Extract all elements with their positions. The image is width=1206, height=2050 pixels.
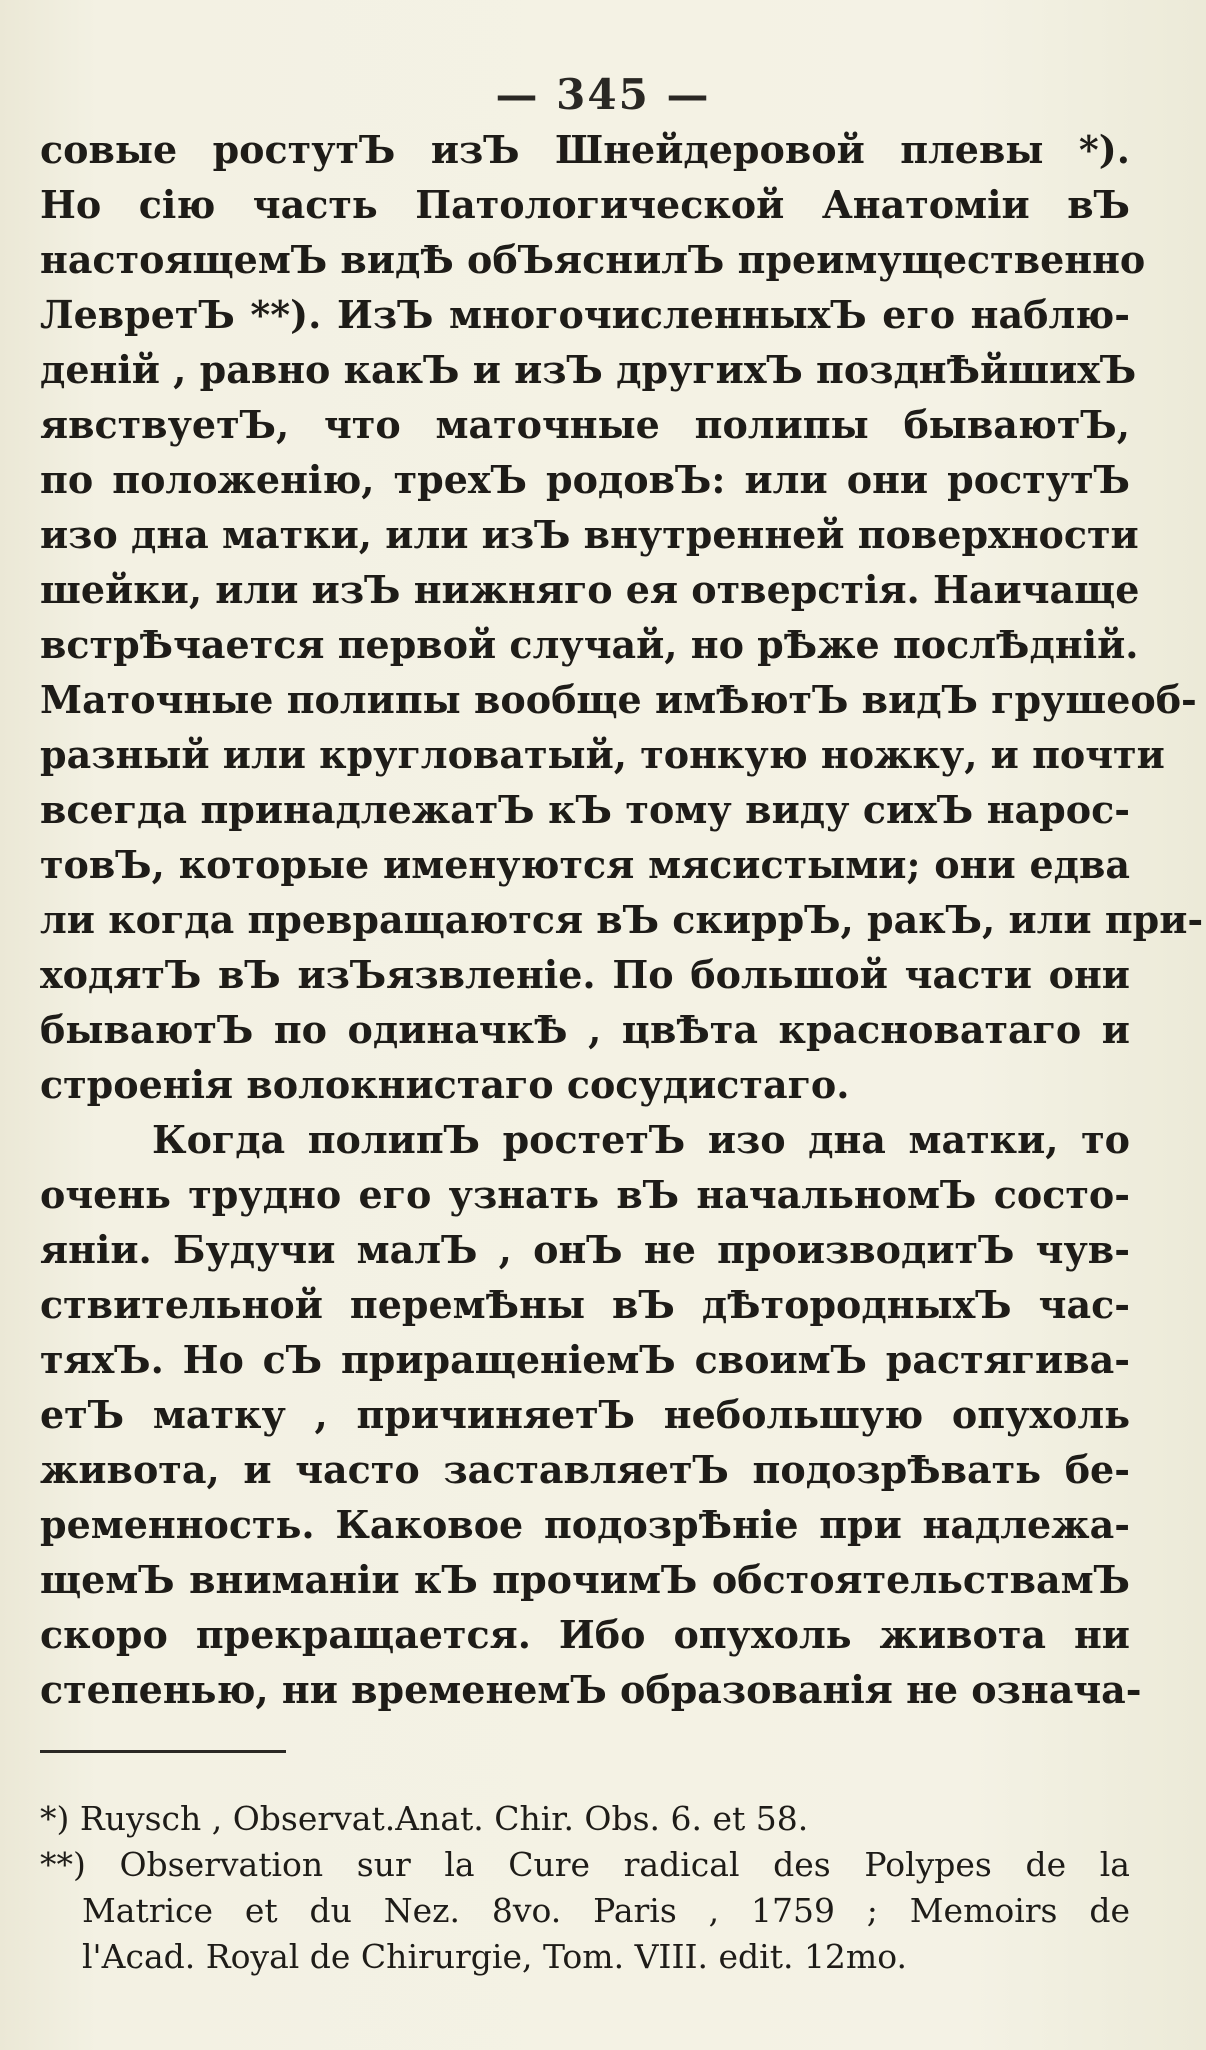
text-line: совые ростутЪ изЪ Шнейдеровой плевы *). — [40, 127, 1130, 172]
text-line: живота, и часто заставляетЪ подозрѢвать бе- — [40, 1447, 1130, 1492]
text-line: разный или кругловатый, тонкую ножку, и почти — [40, 732, 1165, 777]
text-line: Маточные полипы вообще имѢютЪ видЪ грушеоб- — [40, 677, 1197, 722]
text-line: скоро прекращается. Ибо опухоль живота ни — [40, 1612, 1130, 1657]
text-line: бываютЪ по одиначкѢ , цвѢта красноватаго и — [40, 1007, 1130, 1052]
text-line: Но сію часть Патологической Анатоміи вЪ — [40, 182, 1130, 227]
page-number: — 345 — — [495, 70, 711, 119]
text-line: щемЪ вниманіи кЪ прочимЪ обстоятельствамЪ — [40, 1557, 1130, 1602]
footnote-2: **) Observation sur la Cure radical des Polypes de la — [40, 1845, 1130, 1884]
text-line: явствуетЪ, что маточные полипы бываютЪ, — [40, 402, 1130, 447]
paragraph-end-line: строенія волокнистаго сосудистаго. — [40, 1062, 850, 1107]
text-line: тяхЪ. Но сЪ приращеніемЪ своимЪ растягива- — [40, 1337, 1130, 1382]
footnote-divider — [40, 1750, 286, 1753]
paragraph-start-line: Когда полипЪ ростетЪ изо дна матки, то — [152, 1117, 1130, 1162]
footnote-2-continued: l'Acad. Royal de Chirurgie, Tom. VIII. edit. 12mo. — [82, 1937, 907, 1976]
text-line: всегда принадлежатЪ кЪ тому виду сихЪ нарос- — [40, 787, 1130, 832]
text-line: по положенію, трехЪ родовЪ: или они ростутЪ — [40, 457, 1130, 502]
text-line: етЪ матку , причиняетЪ небольшую опухоль — [40, 1392, 1130, 1437]
footnote-2-continued: Matrice et du Nez. 8vo. Paris , 1759 ; Memoirs de — [82, 1891, 1130, 1930]
text-line: ЛевретЪ **). ИзЪ многочисленныхЪ его наблю- — [40, 292, 1130, 337]
text-line: ли когда превращаются вЪ скиррЪ, ракЪ, или при- — [40, 897, 1204, 942]
text-line: ременность. Каковое подозрѢніе при надлежа- — [40, 1502, 1130, 1547]
text-line: ходятЪ вЪ изЪязвленіе. По большой части они — [40, 952, 1130, 997]
text-line: шейки, или изЪ нижняго ея отверстія. Наичаще — [40, 567, 1140, 612]
text-line: ствительной перемѢны вЪ дѢтородныхЪ час- — [40, 1282, 1130, 1327]
text-line: очень трудно его узнать вЪ начальномЪ состо- — [40, 1172, 1130, 1217]
text-line: деній , равно какЪ и изЪ другихЪ позднѢйшихЪ — [40, 347, 1137, 392]
text-line: степенью, ни временемЪ образованія не означа- — [40, 1667, 1142, 1712]
body-text — [40, 122, 1204, 1717]
footnotes — [40, 1796, 1130, 1980]
text-line: встрѢчается первой случай, но рѢже послѢдній. — [40, 622, 1139, 667]
text-line: товЪ, которые именуются мясистыми; они едва — [40, 842, 1130, 887]
text-line: яніи. Будучи малЪ , онЪ не производитЪ чув- — [40, 1227, 1130, 1272]
text-line: настоящемЪ видѢ обЪяснилЪ преимущественно — [40, 237, 1146, 282]
text-line: изо дна матки, или изЪ внутренней поверхности — [40, 512, 1139, 557]
footnote-1: *) Ruysch , Observat.Anat. Chir. Obs. 6. et 58. — [40, 1799, 809, 1838]
